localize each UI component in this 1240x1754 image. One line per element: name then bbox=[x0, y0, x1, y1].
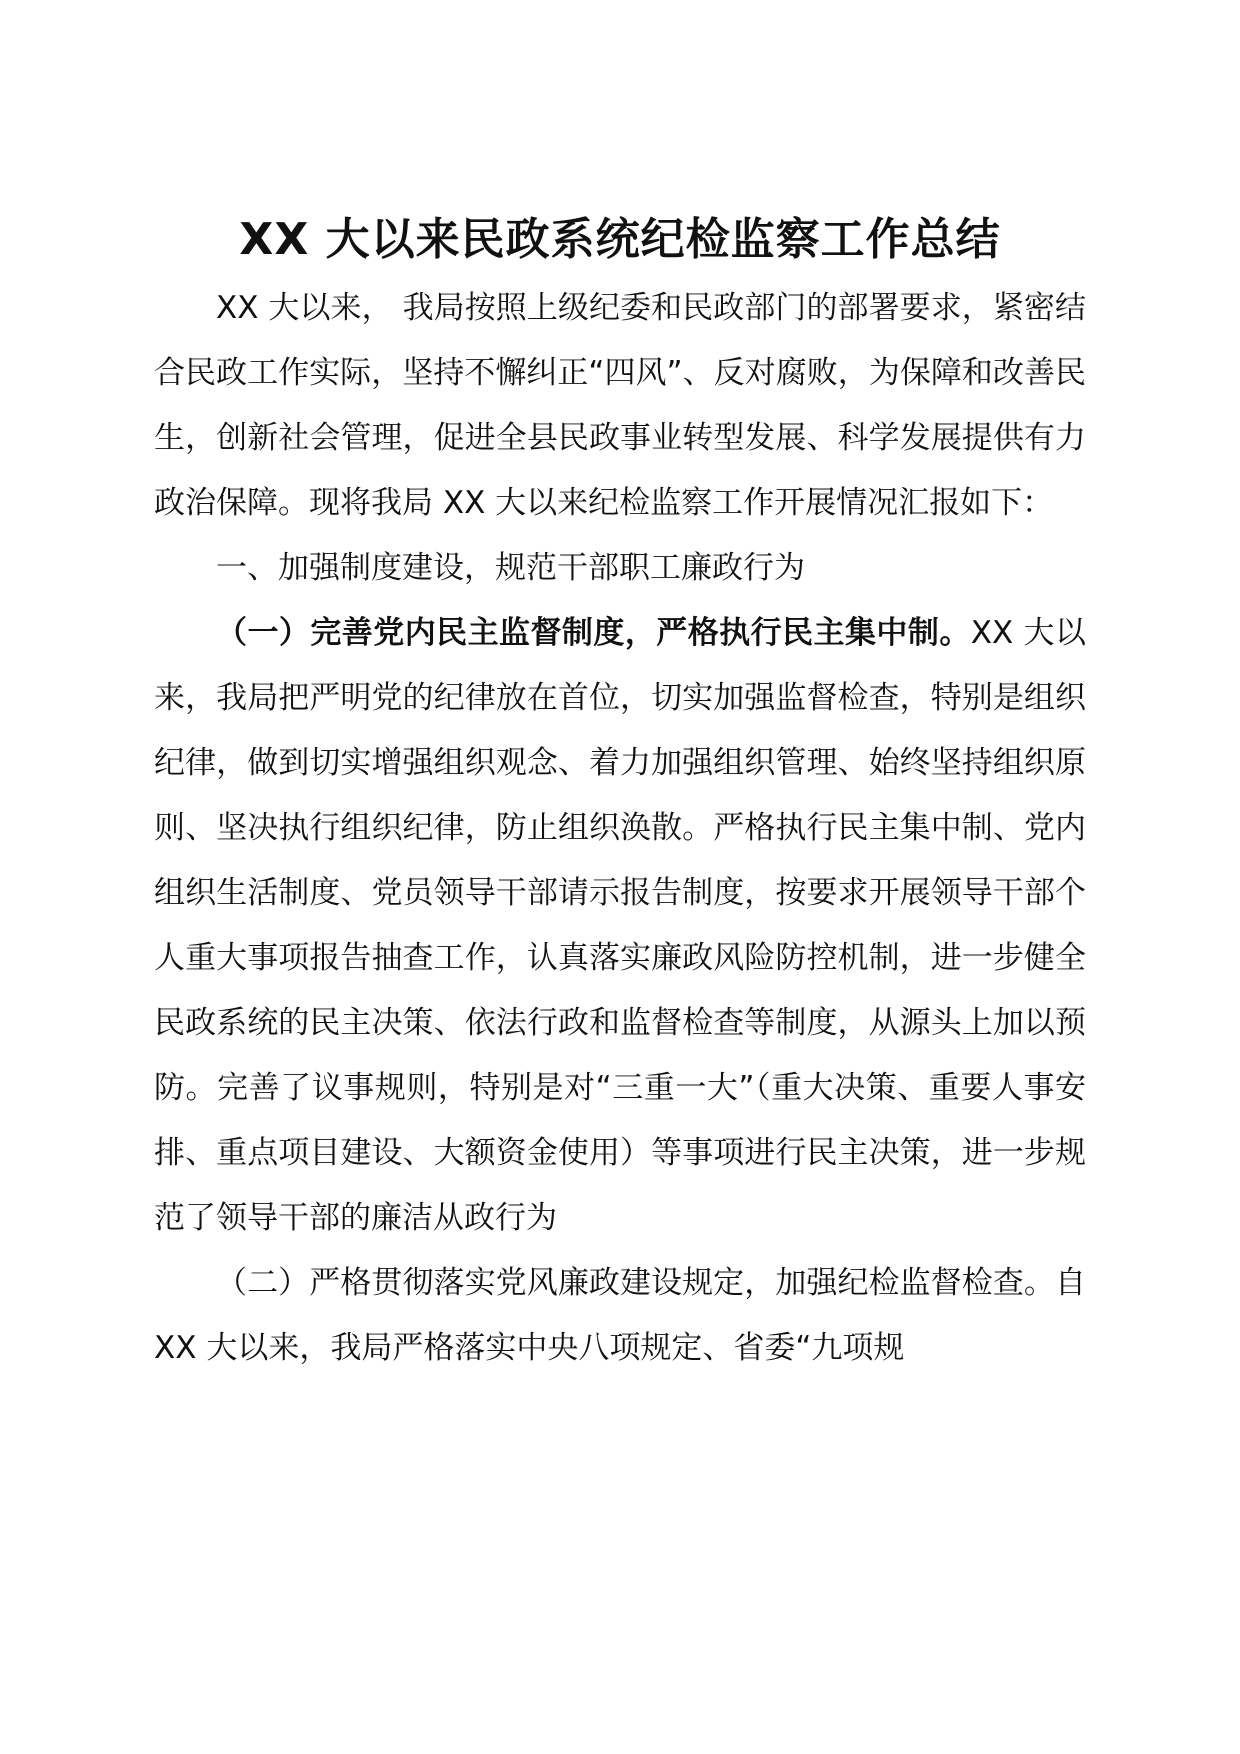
section-heading-1: 一、加强制度建设，规范干部职工廉政行为 bbox=[216, 550, 805, 586]
subsection-2-paragraph: （二）严格贯彻落实党风廉政建设规定，加强纪检监督检查。自 XX 大以来，我局严格落实中央八项规定、省委“九项规 bbox=[154, 1265, 1086, 1366]
document-title: XX 大以来民政系统纪检监察工作总结 bbox=[239, 214, 1001, 265]
intro-paragraph: XX 大以来， 我局按照上级纪委和民政部门的部署要求，紧密结合民政工作实际，坚持不懈纠正“四风”、反对腐败，为保障和改善民生，创新社会管理，促进全县民政事业转型发展、科学发展提供有力政治保障。现将我局 XX 大以来纪检监察工作开展情况汇报如下： bbox=[154, 290, 1086, 521]
subsection-1-paragraph bbox=[154, 601, 1086, 1251]
subsection-1-body: XX 大以来，我局把严明党的纪律放在首位，切实加强监督检查，特别是组织纪律，做到切实增强组织观念、着力加强组织管理、始终坚持组织原则、坚决执行组织纪律，防止组织涣散。严格执行民主集中制、党内组织生活制度、党员领导干部请示报告制度，按要求开展领导干部个人重大事项报告抽查工作，认真落实廉政风险防控机制，进一步健全民政系统的民主决策、依法行政和监督检查等制度，从源头上加以预防。完善了议事规则，特别是对“三重一大”（重大决策、重要人事安排、重点项目建设、大额资金使用）等事项进行民主决策，进一步规范了领导干部的廉洁从政行为 bbox=[154, 615, 1087, 1236]
subsection-1-heading: （一）完善党内民主监督制度，严格执行民主集中制。 bbox=[216, 615, 971, 651]
document-page bbox=[154, 210, 1086, 1381]
